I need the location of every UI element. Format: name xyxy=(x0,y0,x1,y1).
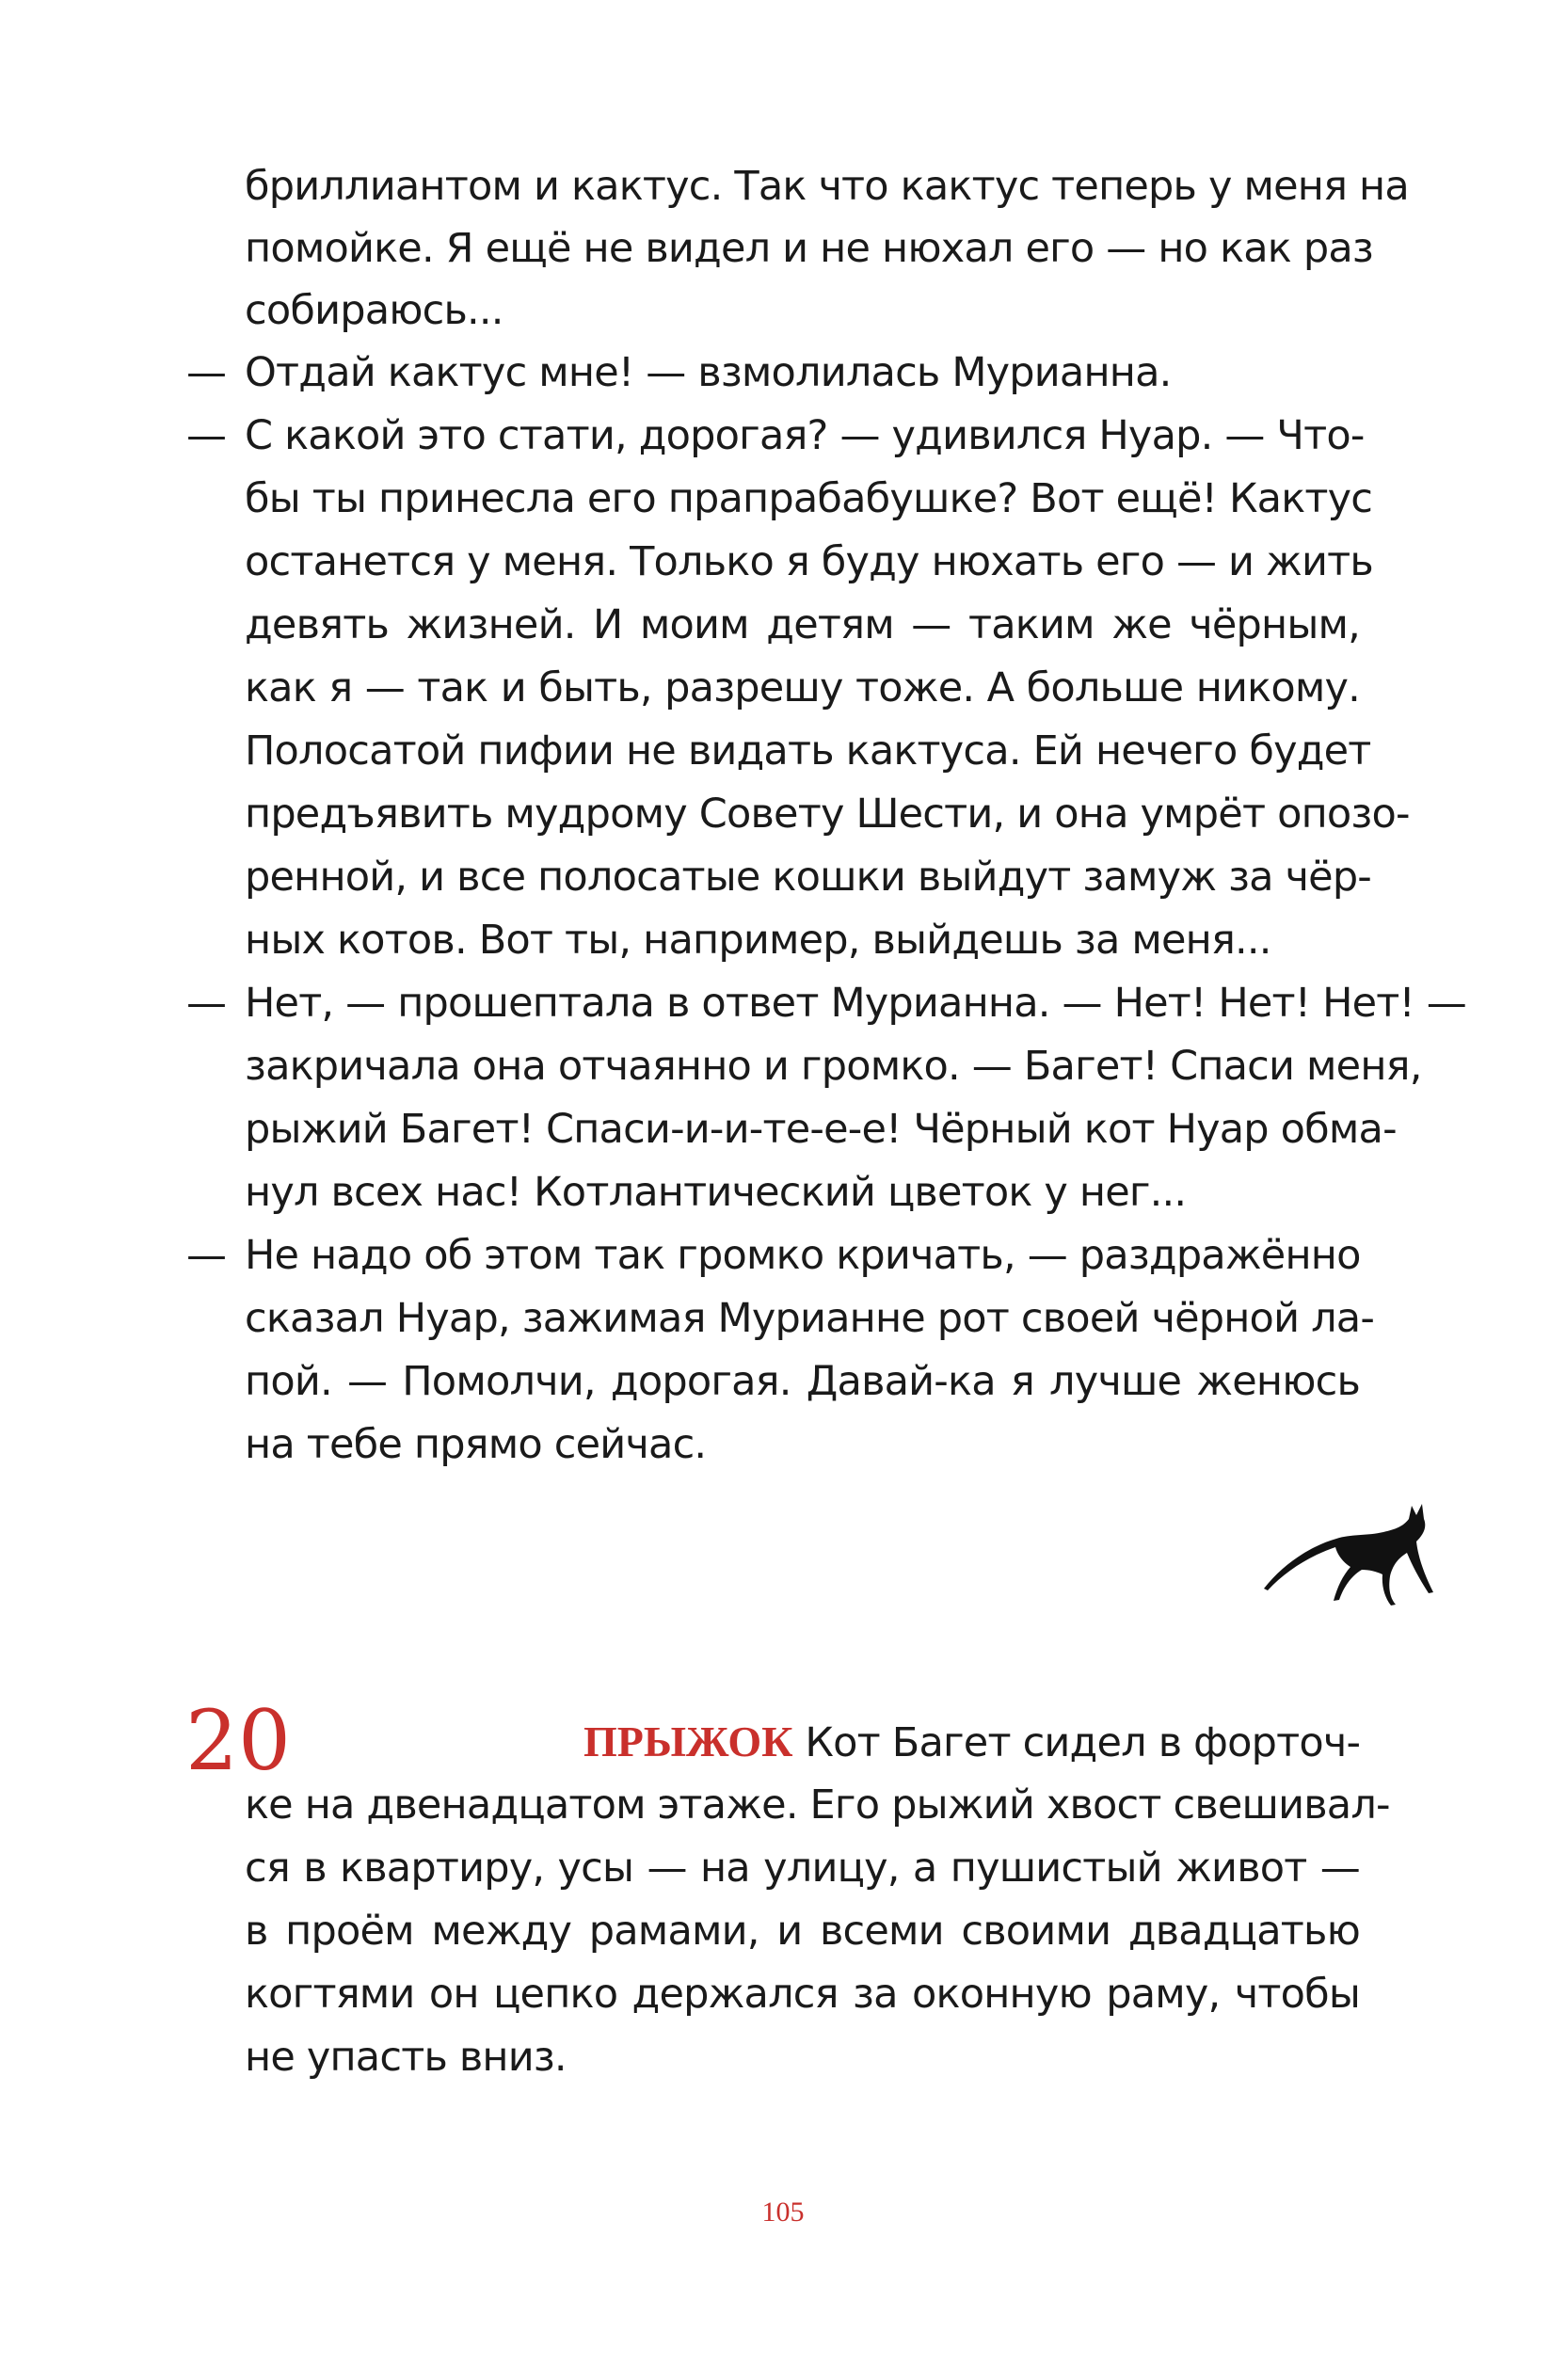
text-line: Кот Багет сидел в форточ- xyxy=(805,1719,1361,1766)
text-line: нул всех нас! Котлантический цветок у нег... xyxy=(245,1169,1187,1216)
text-line: бриллиантом и кактус. Так что кактус теперь у меня на xyxy=(245,163,1409,210)
dialogue-dash: — xyxy=(186,1232,227,1279)
text-line: сказал Нуар, зажимая Мурианне рот своей чёрной ла- xyxy=(245,1295,1375,1342)
dialogue-dash: — xyxy=(186,980,227,1027)
text-line: рыжий Багет! Спаси-и-и-те-е-е! Чёрный кот Нуар обма- xyxy=(245,1106,1397,1153)
black-cat-icon xyxy=(1256,1487,1445,1609)
text-line: помойке. Я ещё не видел и не нюхал его — но как раз xyxy=(245,225,1373,272)
text-line: девять жизней. И моим детям — таким же чёрным, xyxy=(245,601,1360,648)
text-line: ся в квартиру, усы — на улицу, а пушистый живот — xyxy=(245,1845,1360,1892)
text-line: собираюсь... xyxy=(245,287,503,334)
text-line: как я — так и быть, разрешу тоже. А больше никому. xyxy=(245,664,1360,711)
text-line: предъявить мудрому Совету Шести, и она умрёт опозо- xyxy=(245,791,1410,838)
text-line: С какой это стати, дорогая? — удивился Нуар. — Что- xyxy=(245,412,1365,459)
chapter-title: ПРЫЖОК xyxy=(583,1717,793,1765)
text-line: закричала она отчаянно и громко. — Багет! Спаси меня, xyxy=(245,1043,1422,1090)
chapter-first-line xyxy=(583,1711,1360,1773)
text-line: останется у меня. Только я буду нюхать его — и жить xyxy=(245,538,1373,585)
text-line: Не надо об этом так громко кричать, — раздражённо xyxy=(245,1232,1361,1279)
text-line: Полосатой пифии не видать кактуса. Ей нечего будет xyxy=(245,727,1371,775)
text-line: на тебе прямо сейчас. xyxy=(245,1421,707,1468)
text-line: Отдай кактус мне! — взмолилась Мурианна. xyxy=(245,349,1172,396)
text-line: в проём между рамами, и всеми своими двадцатью xyxy=(245,1908,1360,1955)
text-line: не упасть вниз. xyxy=(245,2034,567,2081)
text-line: Нет, — прошептала в ответ Мурианна. — Нет! Нет! Нет! — xyxy=(245,980,1467,1027)
text-line: ренной, и все полосатые кошки выйдут замуж за чёр- xyxy=(245,854,1372,901)
text-line: пой. — Помолчи, дорогая. Давай-ка я лучше женюсь xyxy=(245,1358,1360,1405)
dialogue-dash: — xyxy=(186,412,227,459)
dialogue-dash: — xyxy=(186,349,227,396)
text-line: ных котов. Вот ты, например, выйдешь за меня... xyxy=(245,917,1271,964)
text-line: ке на двенадцатом этаже. Его рыжий хвост свешивал- xyxy=(245,1781,1390,1829)
text-line: когтями он цепко держался за оконную раму, чтобы xyxy=(245,1971,1360,2018)
page-number: 105 xyxy=(761,2196,805,2228)
chapter-number: 20 xyxy=(185,1692,291,1789)
text-line: бы ты принесла его прапрабабушке? Вот ещё! Кактус xyxy=(245,475,1373,522)
